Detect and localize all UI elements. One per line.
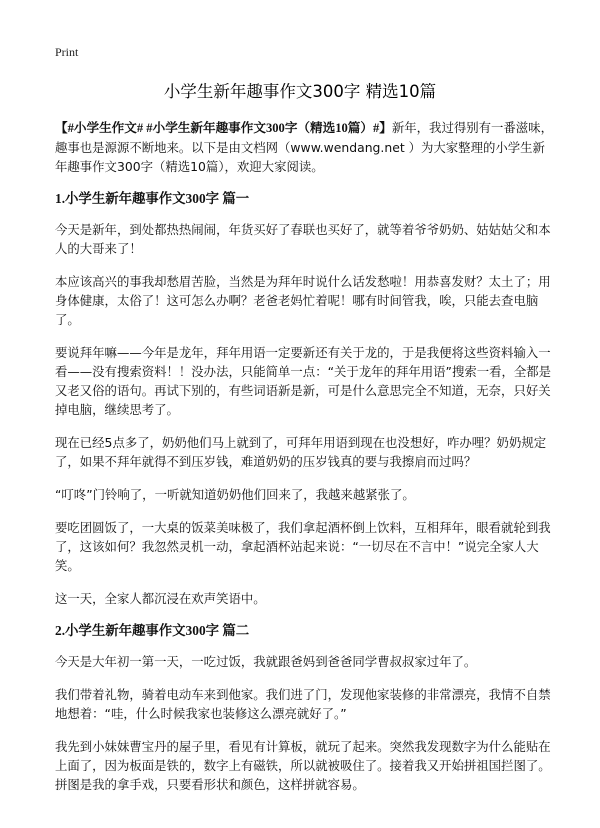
section-2-title: 2.小学生新年趣事作文300字 篇二 — [55, 623, 250, 638]
section-1-paragraph-4: 现在已经5点多了，奶奶他们马上就到了，可拜年用语到现在也没想好，咋办哩？奶奶规定了，如果不拜年就得不到压岁钱，难道奶奶的压岁钱真的要与我擦肩而过吗？ — [55, 435, 547, 469]
section-1-paragraph-3: 要说拜年嘛——今年是龙年，拜年用语一定要新还有关于龙的，于是我便将这些资料输入一看——没有搜索资料！！没办法，只能简单一点：“关于龙年的拜年用语”搜索一看，全都是又老又俗的语句。再试下别的，有些词语新是新，可是什么意思完全不知道，无奈，只好关掉电脑，继续思考了。 — [55, 345, 552, 417]
section-2-paragraph-2: 我们带着礼物，骑着电动车来到他家。我们进了门，发现他家装修的非常漂亮，我情不自禁地想着：“哇，什么时候我家也装修这么漂亮就好了。” — [55, 687, 551, 721]
section-1-paragraph-1: 今天是新年，到处都热热闹闹，年货买好了春联也买好了，就等着爷爷奶奶、姑姑姑父和本人的大哥来了！ — [55, 222, 551, 256]
section-1-paragraph-2: 本应该高兴的事我却愁眉苦脸，当然是为拜年时说什么话发愁啦！用恭喜发财？太土了；用身体健康，太俗了！这可怎么办啊？老爸老妈忙着呢！哪有时间管我，唉，只能去查电脑了。 — [55, 274, 551, 327]
print-link[interactable]: Print — [55, 45, 79, 59]
intro-paragraph — [55, 118, 553, 176]
section-2-paragraph-3: 我先到小妹妹曹宝丹的屋子里，看见有计算板，就玩了起来。突然我发现数字为什么能贴在上面了，因为板面是铁的，数字上有磁铁，所以就被吸住了。接着我又开始拼祖国拦图了。拼图是我的拿手戏，只要看形状和颜色，这样拼就容易。 — [55, 739, 551, 792]
section-1-title: 1.小学生新年趣事作文300字 篇一 — [55, 191, 250, 206]
intro-tag: 【#小学生作文# #小学生新年趣事作文300字（精选10篇）#】 — [55, 121, 392, 135]
article-body — [55, 118, 553, 808]
intro-text: 新年，我过得别有一番滋味，趣事也是源源不断地来。以下是由文档网（www.wendang.net ）为大家整理的小学生新年趣事作文300字（精选10篇），欢迎大家阅读。 — [55, 120, 553, 174]
section-1-paragraph-6: 要吃团圆饭了，一大桌的饭菜美味极了，我们拿起酒杯倒上饮料，互相拜年，眼看就轮到我了，这该如何？我忽然灵机一动，拿起酒杯站起来说：“一切尽在不言中！”说完全家人大笑。 — [55, 520, 551, 573]
page-title: 小学生新年趣事作文300字 精选10篇 — [163, 82, 437, 101]
section-1-paragraph-7: 这一天，全家人都沉浸在欢声笑语中。 — [55, 591, 266, 606]
section-1-paragraph-5: “叮咚”门铃响了，一听就知道奶奶他们回来了，我越来越紧张了。 — [55, 487, 415, 502]
section-2-paragraph-1: 今天是大年初一第一天，一吃过饭，我就跟爸妈到爸爸同学曹叔叔家过年了。 — [55, 654, 477, 669]
